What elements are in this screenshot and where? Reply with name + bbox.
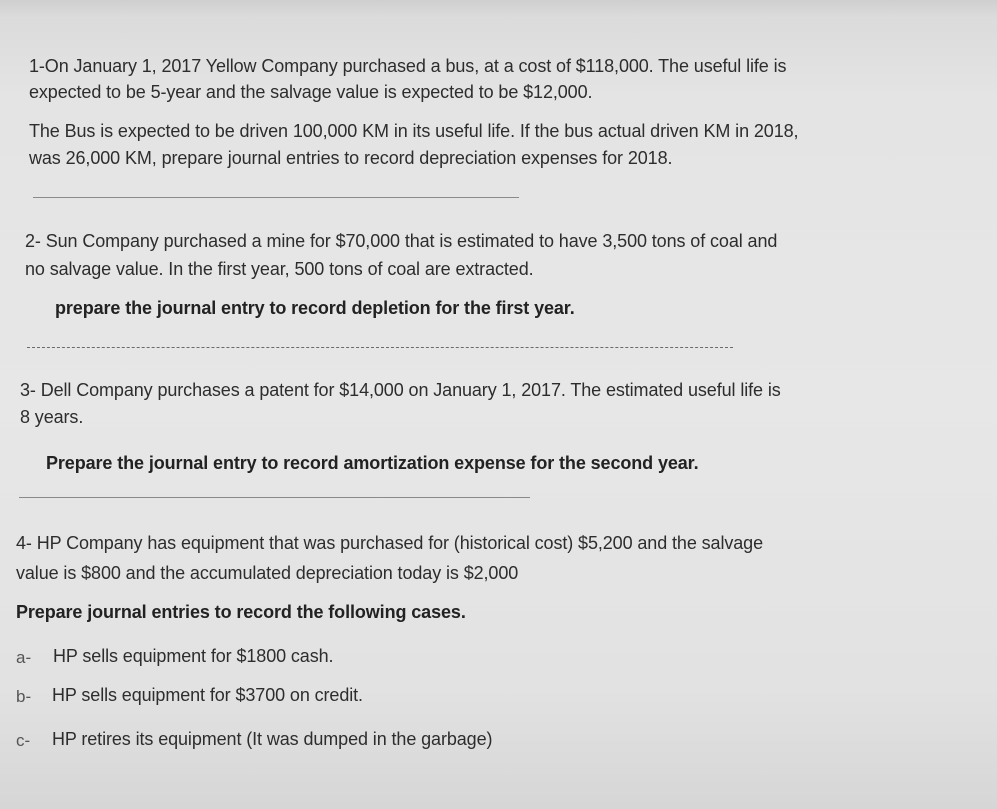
q4-case-b-text: HP sells equipment for $3700 on credit.: [52, 685, 363, 705]
q4-case-a-text: HP sells equipment for $1800 cash.: [53, 646, 334, 666]
q3-line-1: 3- Dell Company purchases a patent for $14,000 on January 1, 2017. The estimated useful life is: [20, 380, 781, 400]
q3-line-2: 8 years.: [20, 407, 84, 427]
photo-top-edge: [0, 0, 997, 18]
q4-instruction: Prepare journal entries to record the following cases.: [16, 602, 466, 622]
q1-line-3: The Bus is expected to be driven 100,000 KM in its useful life. If the bus actual driven KM in 2018,: [29, 121, 799, 141]
q4-case-a-marker: a-: [16, 648, 32, 667]
q2-line-1: 2- Sun Company purchased a mine for $70,000 that is estimated to have 3,500 tons of coal and: [25, 231, 778, 251]
q1-line-2: expected to be 5-year and the salvage value is expected to be $12,000.: [29, 82, 593, 102]
q2-line-2: no salvage value. In the first year, 500 tons of coal are extracted.: [25, 259, 534, 279]
q1-answer-rule: [33, 197, 519, 198]
q3-instruction: Prepare the journal entry to record amortization expense for the second year.: [46, 453, 699, 473]
q4-case-b-marker: b-: [16, 687, 32, 706]
q1-line-1: 1-On January 1, 2017 Yellow Company purchased a bus, at a cost of $118,000. The useful life is: [29, 56, 787, 76]
q2-instruction: prepare the journal entry to record depletion for the first year.: [55, 298, 575, 318]
q4-line-1: 4- HP Company has equipment that was purchased for (historical cost) $5,200 and the salvage: [16, 533, 763, 553]
q4-case-c-text: HP retires its equipment (It was dumped in the garbage): [52, 729, 493, 749]
q4-case-c-marker: c-: [16, 731, 31, 750]
q3-answer-rule: [19, 497, 530, 498]
q4-line-2: value is $800 and the accumulated depreciation today is $2,000: [16, 563, 519, 583]
q2-answer-rule: [27, 347, 733, 348]
q1-line-4: was 26,000 KM, prepare journal entries to record depreciation expenses for 2018.: [29, 148, 673, 168]
